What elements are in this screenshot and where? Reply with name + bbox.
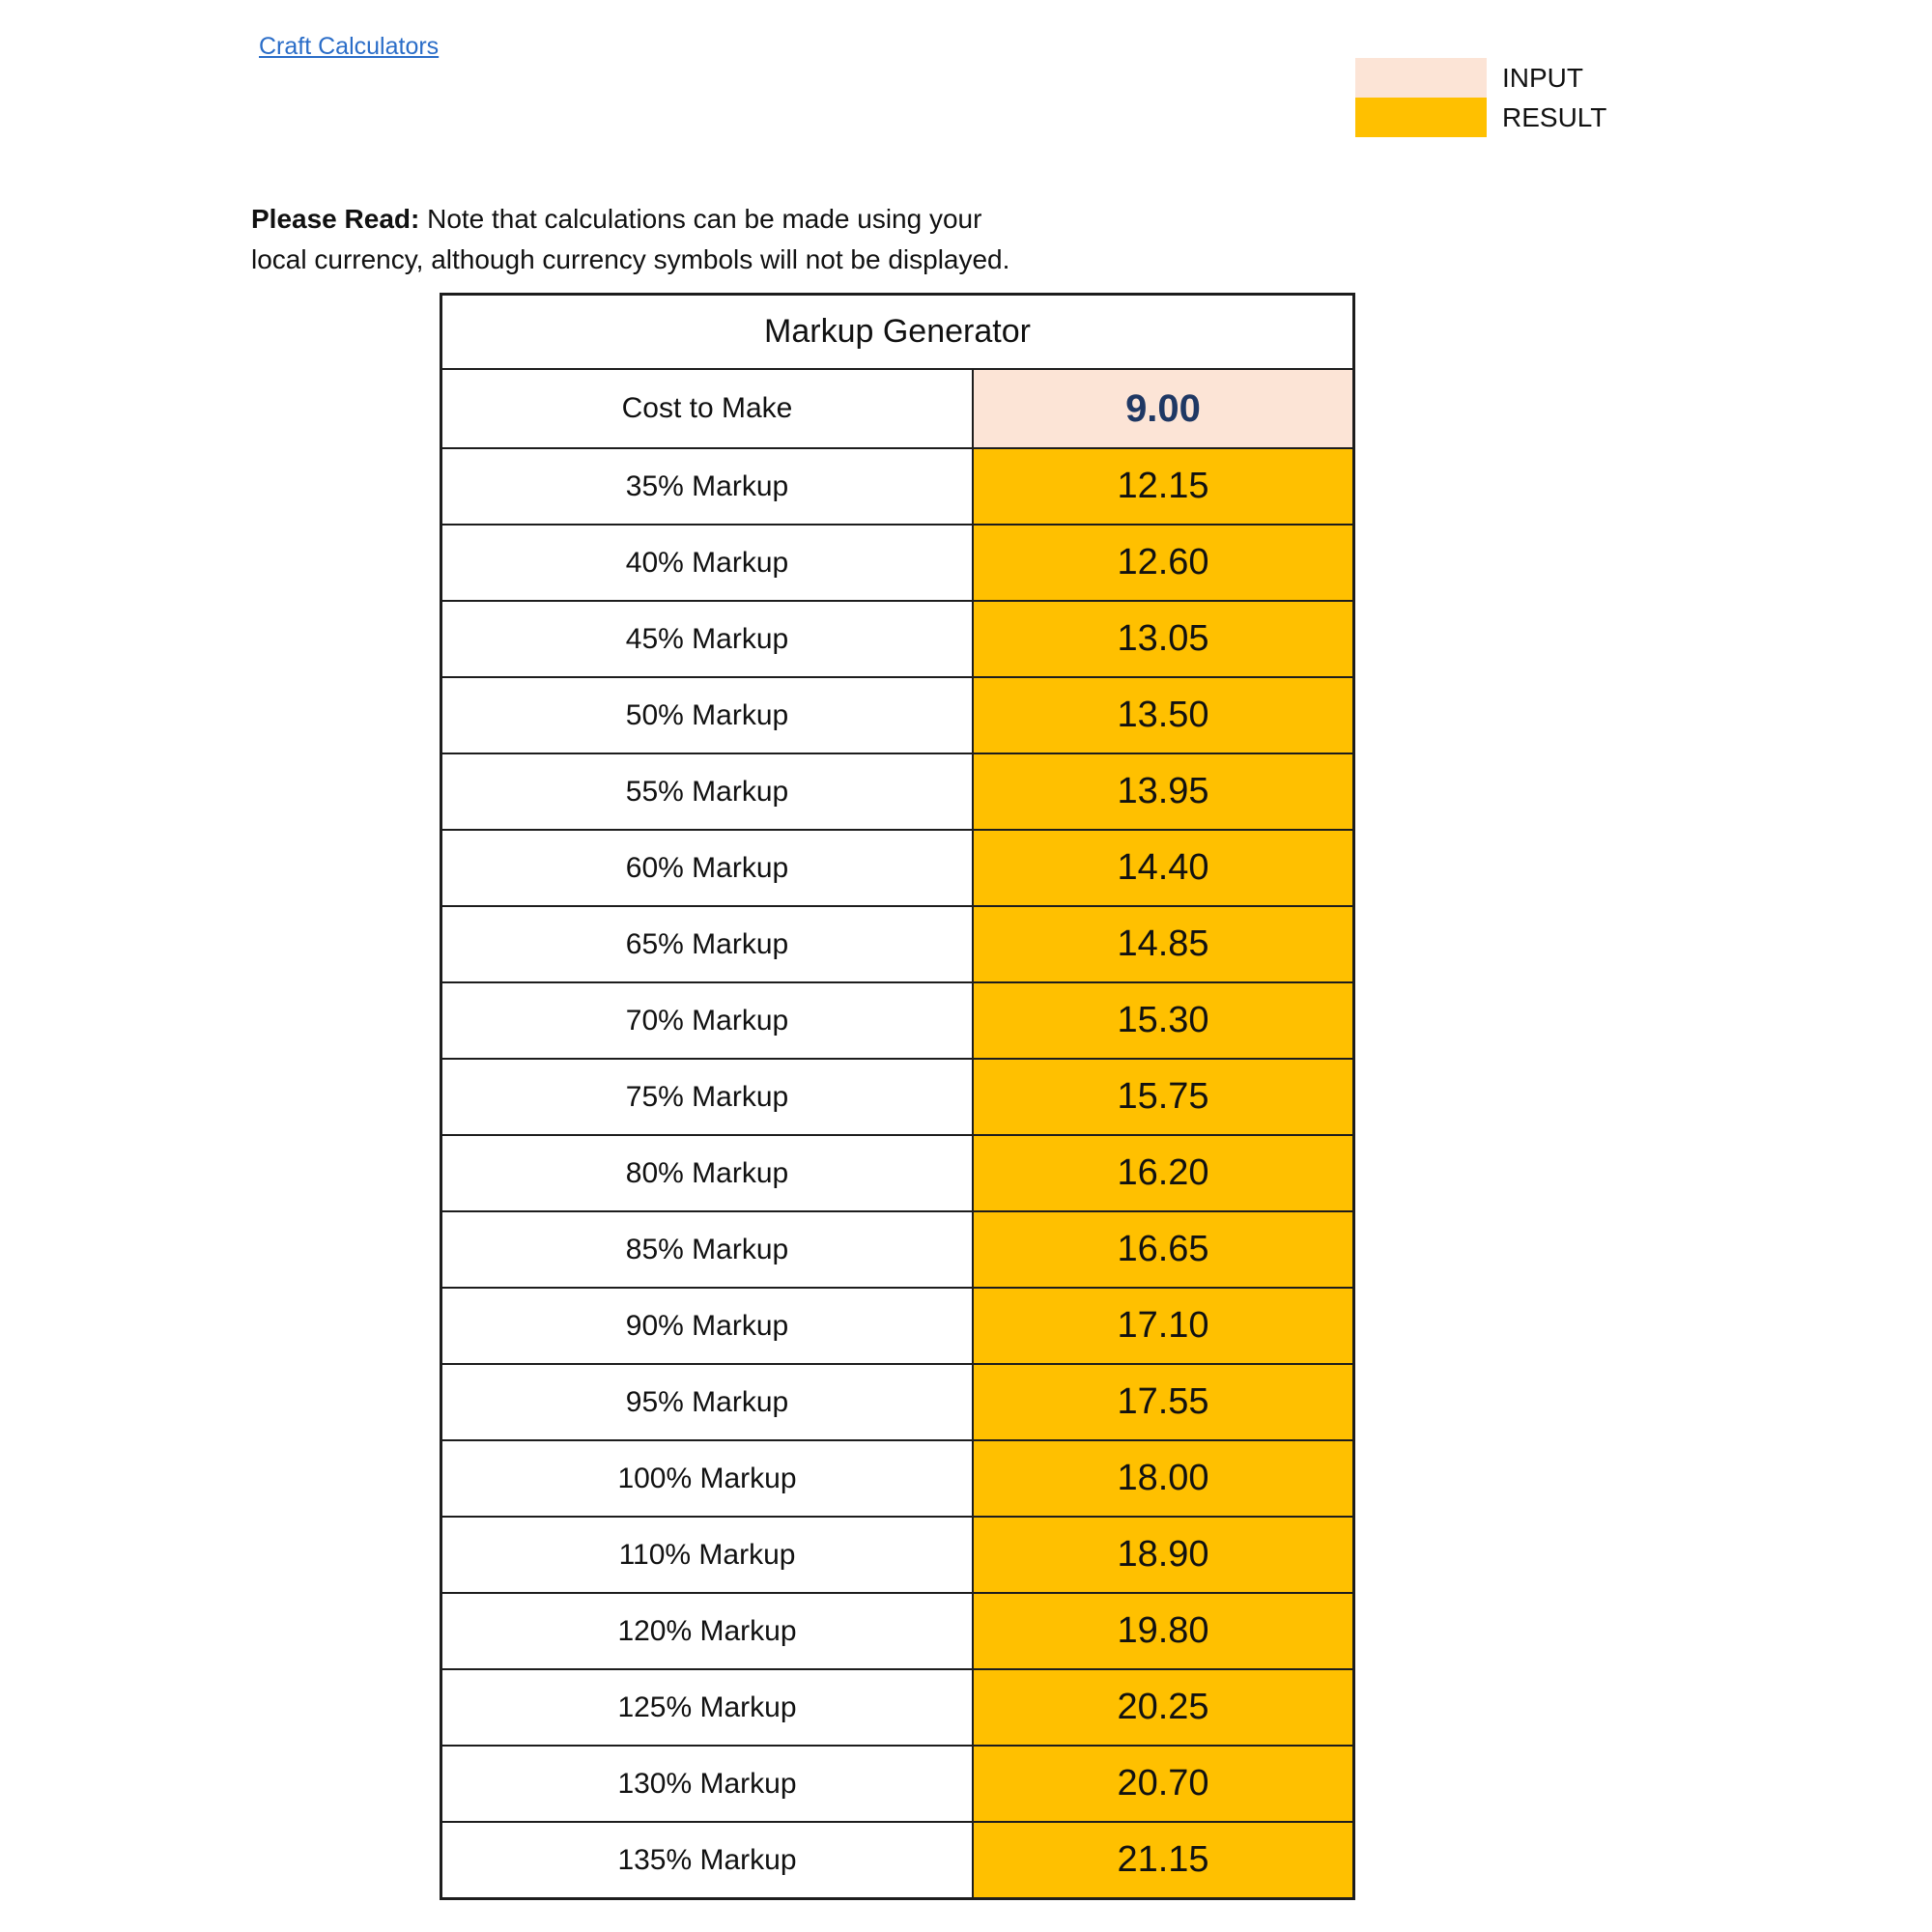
markup-row — [442, 1668, 1352, 1745]
color-legend — [1355, 58, 1606, 137]
result-legend-label: RESULT — [1502, 101, 1607, 132]
markup-result-cell: 16.20 — [974, 1136, 1352, 1210]
markup-result-cell: 17.10 — [974, 1289, 1352, 1363]
markup-result-cell: 12.15 — [974, 449, 1352, 524]
markup-row — [442, 905, 1352, 981]
markup-row — [442, 1134, 1352, 1210]
markup-row — [442, 753, 1352, 829]
markup-rows — [442, 447, 1352, 1897]
markup-percent-label: 95% Markup — [442, 1365, 974, 1439]
markup-percent-label: 80% Markup — [442, 1136, 974, 1210]
markup-percent-label: 45% Markup — [442, 602, 974, 676]
markup-row — [442, 447, 1352, 524]
markup-result-cell: 15.75 — [974, 1060, 1352, 1134]
please-read-body: Note that calculations can be made using your local currency, although currency symbols will not be displayed. — [251, 204, 1010, 274]
please-read-note — [251, 199, 1024, 280]
result-color-swatch — [1355, 98, 1487, 137]
markup-result-cell: 17.55 — [974, 1365, 1352, 1439]
markup-row — [442, 829, 1352, 905]
markup-percent-label: 55% Markup — [442, 754, 974, 829]
markup-percent-label: 100% Markup — [442, 1441, 974, 1516]
please-read-lead: Please Read: — [251, 204, 420, 234]
markup-percent-label: 75% Markup — [442, 1060, 974, 1134]
input-legend-label: INPUT — [1502, 62, 1583, 93]
markup-result-cell: 18.90 — [974, 1518, 1352, 1592]
cost-to-make-label: Cost to Make — [442, 370, 974, 447]
markup-row — [442, 1439, 1352, 1516]
markup-percent-label: 90% Markup — [442, 1289, 974, 1363]
markup-percent-label: 125% Markup — [442, 1670, 974, 1745]
markup-percent-label: 110% Markup — [442, 1518, 974, 1592]
markup-row — [442, 524, 1352, 600]
markup-percent-label: 35% Markup — [442, 449, 974, 524]
markup-row — [442, 1287, 1352, 1363]
markup-result-cell: 15.30 — [974, 983, 1352, 1058]
markup-row — [442, 676, 1352, 753]
markup-result-cell: 16.65 — [974, 1212, 1352, 1287]
markup-percent-label: 85% Markup — [442, 1212, 974, 1287]
markup-percent-label: 135% Markup — [442, 1823, 974, 1897]
markup-result-cell: 20.25 — [974, 1670, 1352, 1745]
markup-row — [442, 1745, 1352, 1821]
markup-percent-label: 50% Markup — [442, 678, 974, 753]
markup-percent-label: 65% Markup — [442, 907, 974, 981]
markup-result-cell: 20.70 — [974, 1747, 1352, 1821]
input-color-swatch — [1355, 58, 1487, 98]
markup-result-cell: 21.15 — [974, 1823, 1352, 1897]
markup-result-cell: 14.40 — [974, 831, 1352, 905]
markup-result-cell: 13.95 — [974, 754, 1352, 829]
markup-result-cell: 13.05 — [974, 602, 1352, 676]
markup-row — [442, 1058, 1352, 1134]
table-title: Markup Generator — [764, 313, 1031, 350]
markup-generator-table — [440, 293, 1355, 1900]
legend-result-row — [1355, 98, 1606, 137]
markup-row — [442, 1516, 1352, 1592]
craft-calculators-link[interactable]: Craft Calculators — [259, 33, 440, 60]
markup-percent-label: 130% Markup — [442, 1747, 974, 1821]
cost-to-make-input-cell[interactable]: 9.00 — [974, 370, 1352, 447]
markup-result-cell: 12.60 — [974, 526, 1352, 600]
markup-result-cell: 14.85 — [974, 907, 1352, 981]
markup-result-cell: 18.00 — [974, 1441, 1352, 1516]
cost-to-make-row — [442, 368, 1352, 447]
markup-row — [442, 1210, 1352, 1287]
markup-row — [442, 600, 1352, 676]
markup-row — [442, 1821, 1352, 1897]
markup-percent-label: 70% Markup — [442, 983, 974, 1058]
markup-percent-label: 40% Markup — [442, 526, 974, 600]
markup-result-cell: 13.50 — [974, 678, 1352, 753]
legend-input-row — [1355, 58, 1606, 98]
markup-row — [442, 1363, 1352, 1439]
markup-percent-label: 60% Markup — [442, 831, 974, 905]
markup-row — [442, 981, 1352, 1058]
markup-percent-label: 120% Markup — [442, 1594, 974, 1668]
markup-row — [442, 1592, 1352, 1668]
markup-result-cell: 19.80 — [974, 1594, 1352, 1668]
